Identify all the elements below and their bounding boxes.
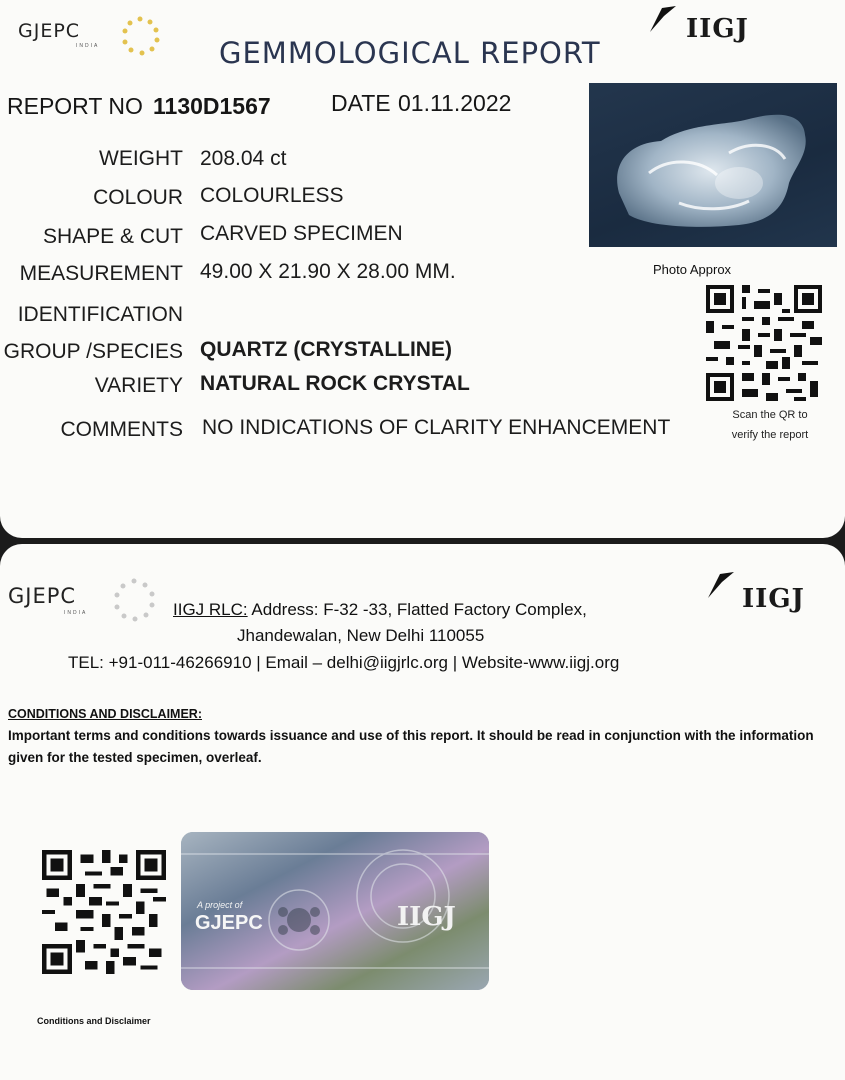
- field-label-measurement: MEASUREMENT: [19, 262, 183, 285]
- field-value-shape-cut: CARVED SPECIMEN: [200, 222, 403, 245]
- conditions-qr-code[interactable]: [42, 850, 166, 974]
- field-label-variety: VARIETY: [94, 374, 183, 397]
- report-back-card: [0, 544, 845, 1080]
- field-value-colour: COLOURLESS: [200, 184, 344, 207]
- qr-caption-line-1: Scan the QR to: [732, 409, 808, 421]
- hologram-brand-right: IIGJ: [397, 902, 456, 932]
- hologram-sticker: [181, 832, 489, 990]
- field-label-shape-cut: SHAPE & CUT: [42, 225, 183, 248]
- star-ring-icon: [118, 14, 162, 58]
- conditions-body: Important terms and conditions towards issuance and use of this report. It should be read in conjunction with the information given for the tested specimen, overleaf.: [8, 728, 814, 765]
- gjepc-logo: GJEPC: [18, 20, 81, 42]
- star-ring-back-icon: [110, 576, 158, 624]
- iigj-logo-back-mark-icon: [706, 570, 736, 605]
- hologram-brand-left: GJEPC: [195, 912, 263, 934]
- address-label: IIGJ RLC:: [173, 600, 248, 619]
- contact-line: TEL: +91-011-46266910 | Email – delhi@iigjrlc.org | Website-www.iigj.org: [68, 653, 620, 672]
- field-label-identification: IDENTIFICATION: [17, 303, 183, 326]
- report-no-label: REPORT NO: [7, 93, 143, 119]
- field-value-variety: NATURAL ROCK CRYSTAL: [200, 372, 470, 395]
- field-value-comments: NO INDICATIONS OF CLARITY ENHANCEMENT: [202, 416, 671, 439]
- field-value-group-species: QUARTZ (CRYSTALLINE): [200, 338, 452, 361]
- field-value-measurement: 49.00 X 21.90 X 28.00 MM.: [200, 260, 456, 283]
- specimen-photo: [589, 83, 837, 247]
- footer-conditions-label: Conditions and Disclaimer: [37, 1016, 151, 1026]
- photo-caption: Photo Approx: [653, 262, 732, 277]
- report-no-value: 1130D1567: [153, 93, 271, 119]
- iigj-logo-mark-icon: [648, 4, 678, 39]
- gjepc-logo-back-sub: INDIA: [64, 610, 88, 616]
- field-label-weight: WEIGHT: [99, 147, 183, 170]
- iigj-logo: IIGJ: [686, 14, 749, 44]
- hologram-project-of: A project of: [197, 900, 243, 910]
- gjepc-logo-sub: INDIA: [76, 43, 100, 49]
- report-front-card: [0, 0, 845, 538]
- qr-caption-line-2: verify the report: [731, 429, 809, 441]
- report-title: GEMMOLOGICAL REPORT: [219, 36, 601, 70]
- address-text-1: Address: F-32 -33, Flatted Factory Complex,: [247, 600, 587, 619]
- gjepc-logo-back: GJEPC: [8, 584, 77, 608]
- field-label-group-species: GROUP /SPECIES: [3, 340, 183, 363]
- date-label: DATE: [331, 90, 391, 116]
- field-value-weight: 208.04 ct: [200, 147, 287, 170]
- conditions-title: CONDITIONS AND DISCLAIMER:: [8, 707, 202, 721]
- date-value: 01.11.2022: [398, 90, 512, 116]
- field-label-comments: COMMENTS: [60, 418, 183, 441]
- verify-qr-code[interactable]: [706, 285, 822, 401]
- address-line-2: Jhandewalan, New Delhi 110055: [237, 626, 485, 645]
- address-line-1: [173, 600, 587, 620]
- field-label-colour: COLOUR: [93, 186, 183, 209]
- iigj-logo-back: IIGJ: [742, 584, 805, 614]
